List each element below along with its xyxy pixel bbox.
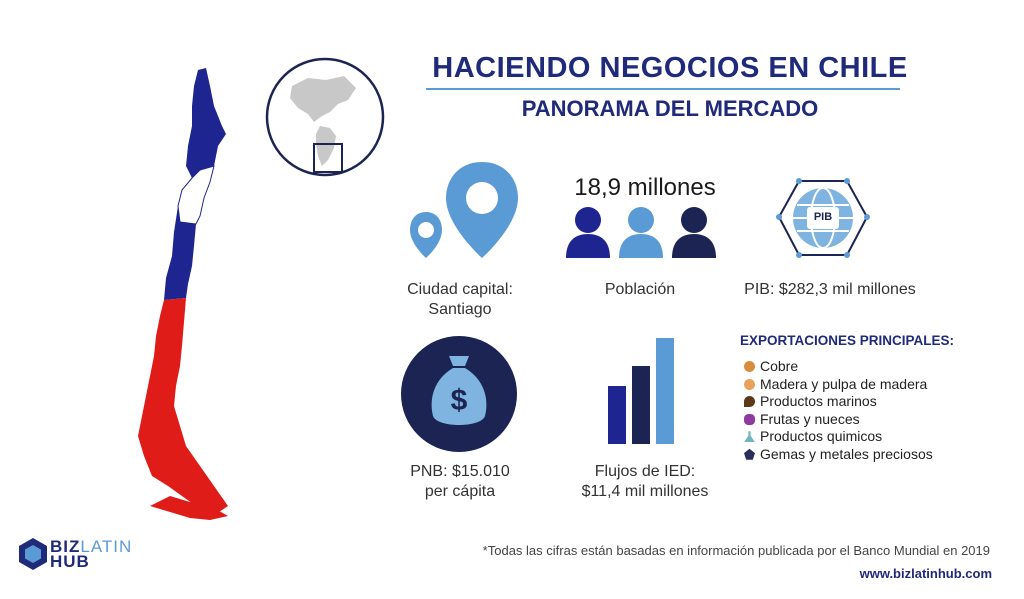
logo-text-hub: HUB (50, 552, 90, 571)
export-item (744, 393, 933, 411)
logo-text (50, 539, 132, 569)
gni-label-2: per cápita (424, 483, 496, 500)
export-item-label: Frutas y nueces (760, 410, 860, 427)
gdp-label: PIB: $282,3 mil millones (744, 281, 916, 298)
chile-map (130, 66, 240, 526)
export-item (744, 376, 933, 394)
export-item-label: Gemas y metales preciosos (760, 445, 933, 462)
title-divider (426, 88, 900, 90)
copper-icon (744, 361, 755, 372)
wood-icon (744, 379, 755, 390)
money-bag-icon (399, 334, 519, 454)
logo-text-latin: LATIN (80, 537, 133, 556)
flask-icon (744, 431, 755, 442)
chile-map-red-region (138, 298, 228, 514)
page-subtitle: PANORAMA DEL MERCADO (521, 96, 819, 121)
gni-label-1: PNB: $15.010 (410, 463, 510, 480)
export-item (744, 428, 933, 446)
footnote: *Todas las cifras están basadas en información publicada por el Banco Mundial en 2019 (482, 543, 990, 558)
chile-map-white-region (178, 166, 214, 224)
export-item-label: Madera y pulpa de madera (760, 375, 928, 392)
fdi-label-2: $11,4 mil millones (581, 483, 709, 500)
capital-label-2: Santiago (428, 301, 492, 318)
website-link[interactable]: www.bizlatinhub.com (859, 566, 992, 581)
export-item-label: Productos marinos (760, 393, 877, 409)
people-icon (562, 206, 720, 258)
export-item (744, 358, 933, 376)
exports-title: EXPORTACIONES PRINCIPALES: (740, 333, 955, 348)
export-item-label: Cobre (760, 358, 799, 374)
svg-text:$: $ (450, 384, 468, 417)
chile-map-blue-region (186, 68, 226, 178)
page-title: HACIENDO NEGOCIOS EN CHILE (432, 52, 908, 84)
export-item (744, 446, 933, 464)
bizlatinhub-logo-icon (18, 537, 48, 571)
globe-icon (264, 56, 386, 178)
gdp-badge: PIB (813, 211, 833, 223)
population-value: 18,9 millones (574, 174, 716, 201)
logo-text-biz: BIZ (50, 537, 81, 556)
capital-label-1: Ciudad capital: (407, 281, 513, 298)
fdi-label-1: Flujos de IED: (594, 463, 696, 480)
gems-icon (744, 449, 755, 460)
bar-chart-icon (606, 334, 678, 446)
export-item (744, 411, 933, 429)
exports-list (744, 358, 933, 463)
export-item-label: Productos quimicos (760, 428, 883, 444)
population-label: Población (604, 281, 676, 298)
location-pin-icon (406, 160, 526, 266)
shrimp-icon (744, 396, 755, 407)
grapes-icon (744, 414, 755, 425)
